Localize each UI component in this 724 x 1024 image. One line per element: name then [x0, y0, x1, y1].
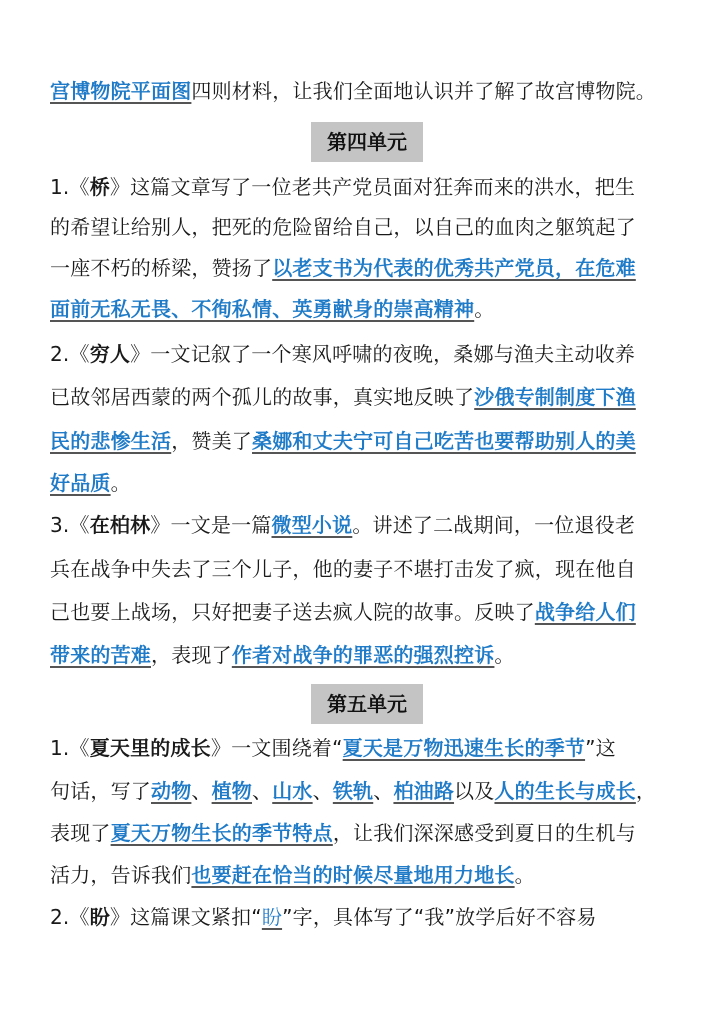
answer-highlight: 以老支书为代表的优秀共产党员，在危难	[272, 256, 636, 280]
answer-highlight: 好品质	[50, 471, 111, 495]
unit4-item2-line2: 已故邻居西蒙的两个孤儿的故事，真实地反映了沙俄专制制度下渔	[50, 385, 636, 409]
answer-highlight: 铁轨	[332, 779, 374, 803]
answer-highlight: 桑娜和丈夫宁可自己吃苦也要帮助别人的美	[252, 429, 636, 453]
unit4-item3-line1: 3.《在柏林》一文是一篇微型小说。讲述了二战期间，一位退役老	[50, 513, 636, 537]
answer-highlight: 人的生长与成长	[494, 779, 636, 803]
unit4-item2-line1: 2.《穷人》一文记叙了一个寒风呼啸的夜晚，桑娜与渔夫主动收养	[50, 342, 636, 366]
answer-highlight: 战争给人们	[534, 600, 636, 624]
unit4-item2-line3: 民的悲惨生活，赞美了桑娜和丈夫宁可自己吃苦也要帮助别人的美	[50, 429, 636, 453]
lesson-title: 盼	[89, 905, 110, 929]
unit-4-heading: 第四单元	[311, 122, 423, 162]
answer-highlight: 民的悲惨生活	[50, 429, 172, 453]
answer-highlight: 夏天万物生长的季节特点	[110, 821, 333, 845]
answer-highlight: 盼	[261, 905, 283, 929]
lesson-title: 在柏林	[89, 513, 151, 537]
intro-line: 宫博物院平面图四则材料，让我们全面地认识并了解了故宫博物院。	[50, 79, 657, 103]
answer-highlight: 也要赶在恰当的时候尽量地用力地长	[191, 863, 515, 887]
unit5-item1-line1: 1.《夏天里的成长》一文围绕着“夏天是万物迅速生长的季节”这	[50, 736, 616, 760]
answer-highlight: 植物	[211, 779, 253, 803]
unit5-item2-line1: 2.《盼》这篇课文紧扣“盼”字，具体写了“我”放学后好不容易	[50, 905, 597, 929]
unit4-item1-line1: 1.《桥》这篇文章写了一位老共产党员面对狂奔而来的洪水，把生	[50, 175, 636, 199]
unit5-item1-line2: 句话，写了动物、植物、山水、铁轨、柏油路以及人的生长与成长，	[50, 779, 657, 803]
answer-highlight: 柏油路	[393, 779, 455, 803]
unit5-item1-line4: 活力，告诉我们也要赶在恰当的时候尽量地用力地长。	[50, 863, 535, 887]
answer-highlight: 宫博物院平面图	[50, 79, 192, 103]
answer-highlight: 面前无私无畏、不徇私情、英勇献身的崇高精神	[50, 297, 475, 321]
unit5-item1-line3: 表现了夏天万物生长的季节特点，让我们深深感受到夏日的生机与	[50, 821, 636, 845]
unit4-item3-line2: 兵在战争中失去了三个儿子，他的妻子不堪打击发了疯，现在他自	[50, 557, 636, 581]
answer-highlight: 山水	[272, 779, 313, 803]
answer-highlight: 沙俄专制制度下渔	[474, 385, 636, 409]
lesson-title: 桥	[89, 175, 110, 199]
answer-highlight: 带来的苦难	[50, 643, 151, 667]
lesson-title: 夏天里的成长	[89, 736, 211, 760]
lesson-title: 穷人	[89, 342, 131, 366]
answer-highlight: 微型小说	[271, 513, 353, 537]
unit4-item1-line2: 的希望让给别人，把死的危险留给自己，以自己的血肉之躯筑起了	[50, 215, 636, 239]
unit4-item3-line4: 带来的苦难，表现了作者对战争的罪恶的强烈控诉。	[50, 643, 515, 667]
unit4-item2-line4: 好品质。	[50, 471, 131, 495]
unit4-item1-line4: 面前无私无畏、不徇私情、英勇献身的崇高精神。	[50, 297, 495, 321]
answer-highlight: 动物	[151, 779, 192, 803]
unit4-item1-line3: 一座不朽的桥梁，赞扬了以老支书为代表的优秀共产党员，在危难	[50, 256, 636, 280]
unit-5-heading: 第五单元	[311, 684, 423, 724]
answer-highlight: 夏天是万物迅速生长的季节	[342, 736, 586, 760]
unit4-item3-line3: 己也要上战场，只好把妻子送去疯人院的故事。反映了战争给人们	[50, 600, 636, 624]
answer-highlight: 作者对战争的罪恶的强烈控诉	[231, 643, 495, 667]
